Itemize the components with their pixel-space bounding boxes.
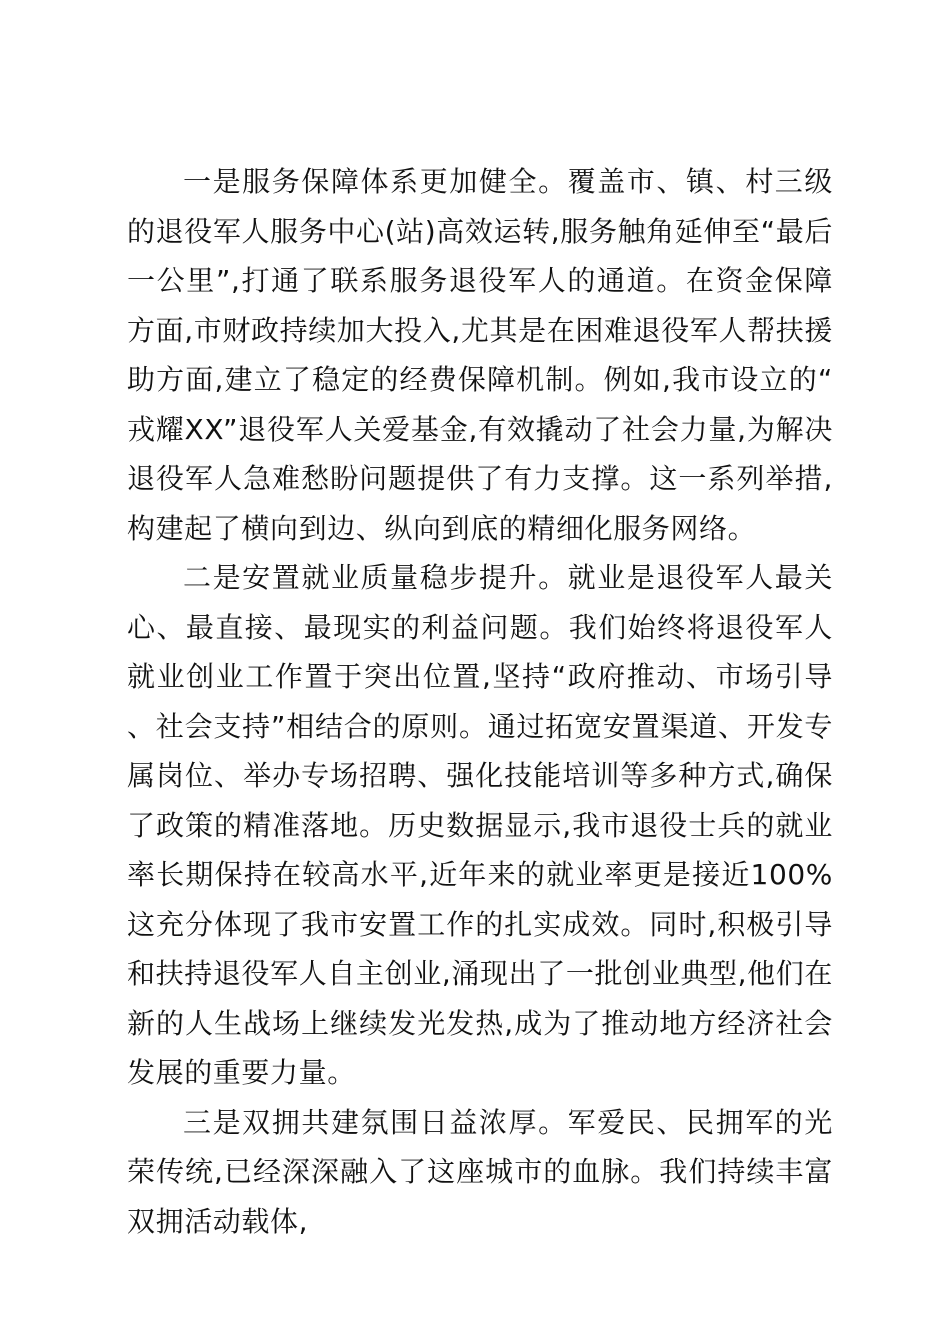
paragraph-double-support: 三是双拥共建氛围日益浓厚。军爱民、民拥军的光荣传统,已经深深融入了这座城市的血脉。我们持续丰富双拥活动载体, bbox=[127, 1105, 833, 1238]
paragraph-service-guarantee: 一是服务保障体系更加健全。覆盖市、镇、村三级的退役军人服务中心(站)高效运转,服务触角延伸至“最后一公里”,打通了联系服务退役军人的通道。在资金保障方面,市财政持续加大投入,尤其是在困难退役军人帮扶援助方面,建立了稳定的经费保障机制。例如,我市设立的“戎耀XX”退役军人关爱基金,有效撬动了社会力量,为解决退役军人急难愁盼问题提供了有力支撑。这一系列举措,构建起了横向到边、纵向到底的精细化服务网络。 bbox=[127, 165, 833, 545]
document-body bbox=[127, 157, 833, 1246]
paragraph-employment: 二是安置就业质量稳步提升。就业是退役军人最关心、最直接、最现实的利益问题。我们始终将退役军人就业创业工作置于突出位置,坚持“政府推动、市场引导、社会支持”相结合的原则。通过拓宽安置渠道、开发专属岗位、举办专场招聘、强化技能培训等多种方式,确保了政策的精准落地。历史数据显示,我市退役士兵的就业率长期保持在较高水平,近年来的就业率更是接近100%这充分体现了我市安置工作的扎实成效。同时,积极引导和扶持退役军人自主创业,涌现出了一批创业典型,他们在新的人生战场上继续发光发热,成为了推动地方经济社会发展的重要力量。 bbox=[127, 561, 833, 1089]
